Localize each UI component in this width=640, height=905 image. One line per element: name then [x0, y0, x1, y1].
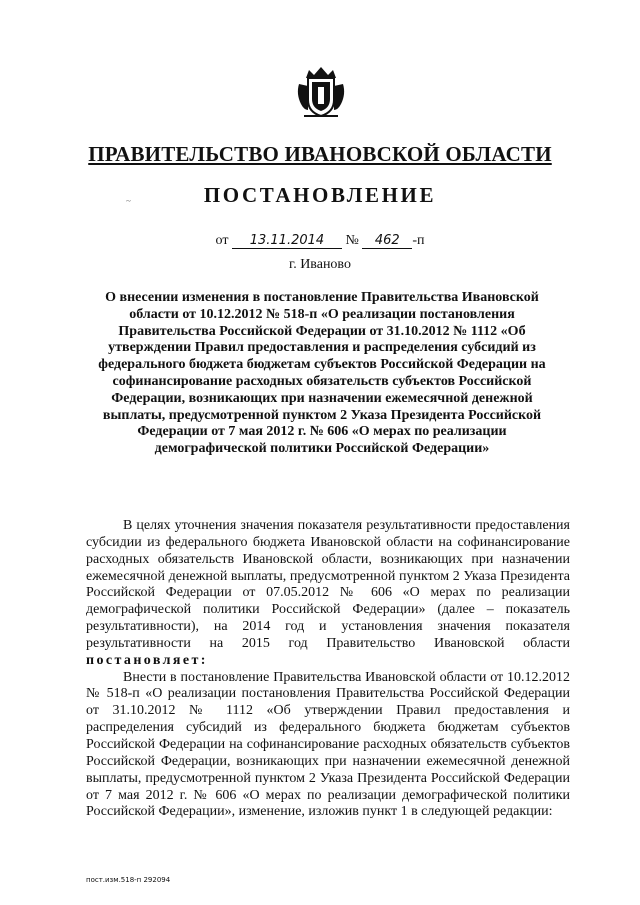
number-prefix: № [345, 233, 359, 248]
document-date: 13.11.2014 [232, 233, 342, 249]
document-type: ПОСТАНОВЛЕНИЕ [203, 183, 437, 207]
date-prefix: от [215, 233, 229, 248]
decree-word: постановляет: [86, 652, 208, 668]
file-reference: пост.изм.518-п 292094 [86, 876, 171, 884]
date-number-line [0, 233, 640, 249]
paragraph-preamble [86, 518, 570, 670]
coat-of-arms-icon [296, 60, 346, 120]
government-title: ПРАВИТЕЛЬСТВО ИВАНОВСКОЙ ОБЛАСТИ [88, 142, 552, 166]
number-suffix: -п [412, 233, 425, 248]
scan-mark: ~ [126, 196, 131, 206]
document-body [86, 518, 570, 821]
document-number: 462 [362, 233, 412, 249]
paragraph-amendment: Внести в постановление Правительства Ивановской области от 10.12.2012 № 518-п «О реализации постановления Правительства Российской Федерации от 31.10.2012 № 1112 «Об утверждении Правил предоставления и распределения субсидий из федерального бюджета бюджетам субъектов Российской Федерации на софинансирование расходных обязательств субъектов Российской Федерации, возникающих при назначении ежемесячной денежной выплаты, предусмотренной пунктом 2 Указа Президента Российской Федерации от 7 мая 2012 г. № 606 «О мерах по реализации демографической политики Российской Федерации», изменение, изложив пункт 1 в следующей редакции: [86, 669, 570, 820]
preamble-text: В целях уточнения значения показателя результативности предоставления субсидии из федерального бюджета Ивановской области на софинансирование расходных обязательств Ивановской области, возникающих при назначении ежемесячной денежной выплаты, предусмотренной пунктом 2 Указа Президента Российской Федерации от 07.05.2012 № 606 «О мерах по реализации демографической политики Российской Федерации» (далее – показатель результативности), на 2014 год и установления значения показателя результативности на 2015 год Правительство Ивановской области [86, 518, 570, 651]
document-subject: О внесении изменения в постановление Правительства Ивановской области от 10.12.2012 № 518-п «О реализации постановления Правительства Российской Федерации от 31.10.2012 № 1112 «Об утверждении Правил предоставления и распределения субсидий из федерального бюджета бюджетам субъектов Российской Федерации на софинансирование расходных обязательств субъектов Российской Федерации, возникающих при назначении ежемесячной денежной выплаты, предусмотренной пунктом 2 Указа Президента Российской Федерации от 7 мая 2012 г. № 606 «О мерах по реализации демографической политики Российской Федерации» [98, 290, 546, 457]
city: г. Иваново [289, 257, 351, 272]
